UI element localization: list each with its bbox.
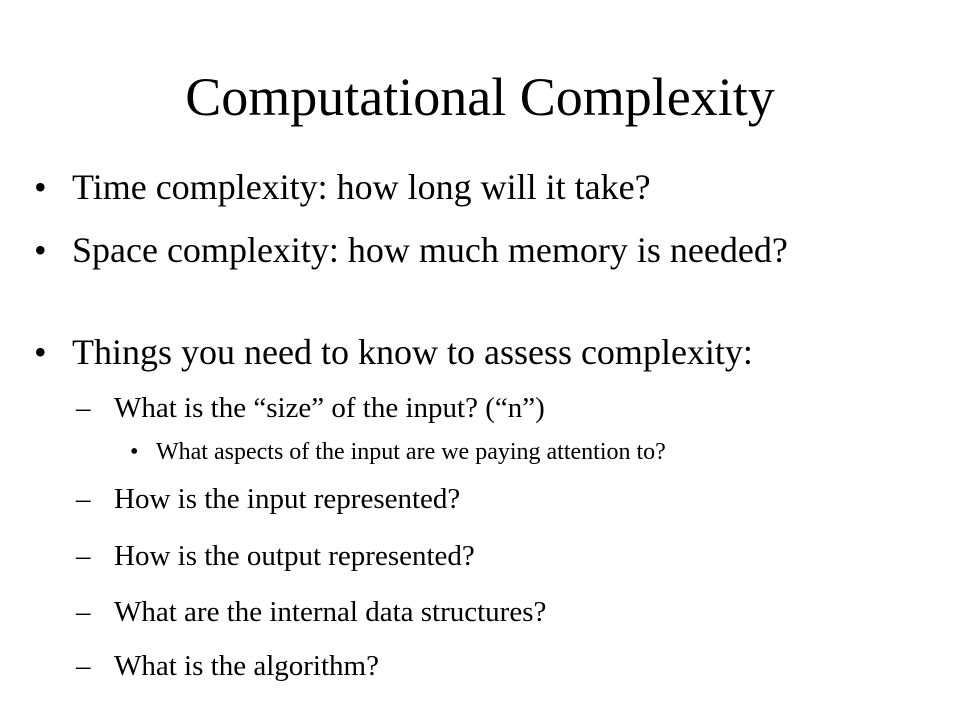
bullet-text: Things you need to know to assess complexity: xyxy=(72,332,753,372)
sub-item-text: What is the algorithm? xyxy=(114,650,379,682)
bullet-marker: • xyxy=(34,332,47,372)
sub-item-text: How is the input represented? xyxy=(114,483,461,515)
sub-sub-item xyxy=(130,437,930,467)
dash-marker: – xyxy=(76,596,91,628)
slide-title: Computational Complexity xyxy=(185,67,775,127)
sub-item xyxy=(76,648,936,684)
sub-item xyxy=(76,594,936,630)
sub-sub-item-text: What aspects of the input are we paying attention to? xyxy=(156,439,666,465)
sub-item-text: How is the output represented? xyxy=(114,540,475,572)
sub-item-text: What is the “size” of the input? (“n”) xyxy=(114,392,545,424)
bullet-text: Time complexity: how long will it take? xyxy=(72,167,651,207)
bullet-marker: • xyxy=(34,230,47,270)
sub-item xyxy=(76,481,936,517)
dash-marker: – xyxy=(76,392,91,424)
dash-marker: – xyxy=(76,483,91,515)
bullet-item xyxy=(34,330,934,374)
bullet-text: Space complexity: how much memory is needed? xyxy=(72,230,788,270)
bullet-marker: • xyxy=(130,439,139,465)
sub-item-text: What are the internal data structures? xyxy=(114,596,547,628)
bullet-item xyxy=(34,228,934,272)
sub-item xyxy=(76,538,936,574)
dash-marker: – xyxy=(76,540,91,572)
sub-item xyxy=(76,390,936,426)
bullet-marker: • xyxy=(34,167,47,207)
bullet-item xyxy=(34,165,934,209)
dash-marker: – xyxy=(76,650,91,682)
